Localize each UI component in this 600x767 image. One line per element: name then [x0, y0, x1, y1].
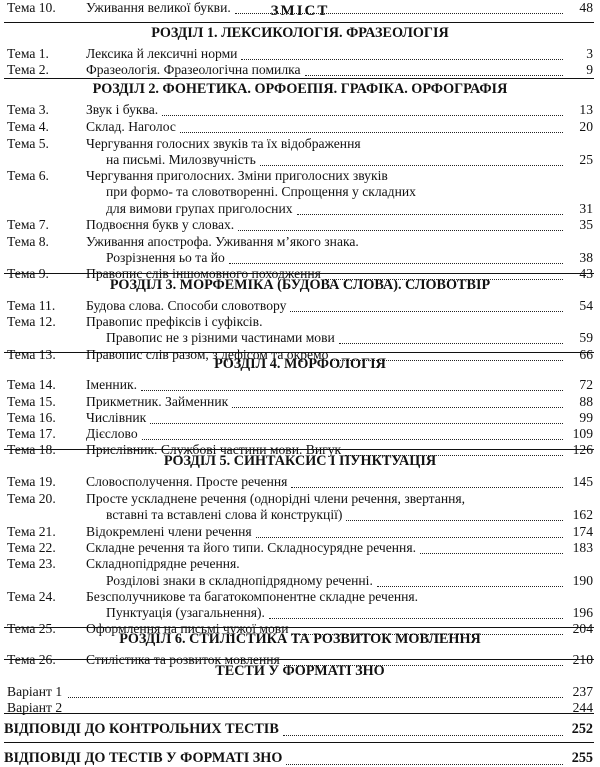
dot-leader — [238, 217, 563, 231]
topic-label: Тема 17. — [7, 426, 56, 441]
topic-title: Правопис не з різними частинами мови — [106, 330, 335, 345]
toc-entry — [7, 426, 593, 442]
topic-title: Чергування голосних звуків та їх відображення — [86, 136, 361, 151]
toc-entry-line — [7, 314, 593, 330]
topic-title: Оформлення на письмі чужої мови — [86, 621, 289, 636]
page-number: 20 — [576, 119, 593, 135]
page-number: 38 — [576, 250, 593, 266]
dot-leader — [180, 119, 563, 133]
topic-label: Тема 8. — [7, 234, 49, 249]
page-number: 183 — [570, 540, 593, 556]
page-number: 88 — [576, 394, 593, 410]
dot-leader — [305, 62, 563, 76]
dot-leader — [241, 46, 563, 60]
topic-title: Чергування приголосних. Зміни приголосних звуків — [86, 168, 388, 183]
topic-title: Пунктуація (узагальнення). — [106, 605, 265, 620]
toc-entry-line — [7, 136, 593, 152]
topic-title: Правопис слів разом, з дефісом та окремо — [86, 347, 329, 362]
dot-leader — [142, 426, 563, 440]
page-number: 72 — [576, 377, 593, 393]
dot-leader — [229, 250, 563, 264]
topic-label: Тема 6. — [7, 168, 49, 183]
page-number: 174 — [570, 524, 593, 540]
page-number: 9 — [583, 62, 593, 78]
toc-entry-line — [7, 234, 593, 250]
toc-entry — [7, 524, 593, 540]
topic-title: Склад. Наголос — [86, 119, 176, 134]
page-number: 54 — [576, 298, 593, 314]
toc-entry — [7, 605, 593, 621]
section-heading: РОЗДІЛ 3. МОРФЕМІКА (БУДОВА СЛОВА). СЛОВОТВІР — [109, 277, 491, 293]
section-heading: РОЗДІЛ 2. ФОНЕТИКА. ОРФОЕПІЯ. ГРАФІКА. ОРФОГРАФІЯ — [92, 81, 508, 97]
toc-entry — [7, 0, 593, 16]
dot-leader — [283, 720, 563, 736]
topic-label: Тема 14. — [7, 377, 56, 392]
toc-entry-line — [7, 168, 593, 184]
answers-entry — [4, 720, 593, 738]
section-rule — [4, 78, 594, 79]
dot-leader — [150, 410, 563, 424]
topic-title: Розділові знаки в складнопідрядному реченні. — [106, 573, 373, 588]
topic-title: Правопис префіксів і суфіксів. — [86, 314, 263, 329]
page-number: 109 — [570, 426, 593, 442]
section-heading: ТЕСТИ У ФОРМАТІ ЗНО — [215, 663, 385, 679]
topic-label: Тема 18. — [7, 442, 56, 457]
topic-label: Тема 26. — [7, 652, 56, 667]
toc-entry — [7, 474, 593, 490]
section-rule — [4, 742, 594, 743]
topic-label: Тема 4. — [7, 119, 49, 134]
topic-title: для вимови групах приголосних — [106, 201, 293, 216]
toc-entry-line — [7, 491, 593, 507]
section-heading: РОЗДІЛ 4. МОРФОЛОГІЯ — [214, 356, 386, 372]
section-heading: РОЗДІЛ 5. СИНТАКСИС І ПУНКТУАЦІЯ — [163, 453, 437, 469]
topic-label: Тема 16. — [7, 410, 56, 425]
toc-entry — [7, 250, 593, 266]
topic-title: Словосполучення. Просте речення — [86, 474, 288, 489]
topic-label: Тема 20. — [7, 491, 56, 506]
topic-title: Прикметник. Займенник — [86, 394, 229, 409]
topic-label: Тема 25. — [7, 621, 56, 636]
dot-leader — [339, 330, 563, 344]
topic-label: Тема 13. — [7, 347, 56, 362]
topic-title: Іменник. — [86, 377, 137, 392]
topic-title: Дієслово — [86, 426, 138, 441]
page-number: 99 — [576, 410, 593, 426]
toc-entry — [7, 684, 593, 700]
toc-entry — [7, 217, 593, 233]
section-rule — [4, 22, 594, 23]
page-number: 48 — [576, 0, 593, 16]
page-number: 59 — [576, 330, 593, 346]
topic-title: Складне речення та його типи. Складносурядне речення. — [86, 540, 416, 555]
dot-leader — [377, 573, 563, 587]
topic-label: Тема 1. — [7, 46, 49, 61]
dot-leader — [297, 201, 563, 215]
topic-label: Варіант 1 — [7, 684, 63, 699]
page-number: 126 — [570, 442, 593, 458]
topic-title: Відокремлені члени речення — [86, 524, 252, 539]
page-number: 25 — [576, 152, 593, 168]
dot-leader — [346, 507, 563, 521]
dot-leader — [235, 0, 563, 14]
toc-entry — [7, 394, 593, 410]
topic-label: Тема 12. — [7, 314, 56, 329]
topic-title: Правопис слів іншомовного походження — [86, 266, 321, 281]
toc-entry — [7, 201, 593, 217]
answers-entry — [4, 749, 593, 767]
page-number: 204 — [570, 621, 593, 637]
topic-label: Тема 9. — [7, 266, 49, 281]
topic-label: Тема 21. — [7, 524, 56, 539]
section-rule — [4, 273, 594, 274]
topic-title: при формо- та словотворенні. Спрощення у складних — [106, 184, 416, 199]
topic-title: Прислівник. Службові частини мови. Вигук — [86, 442, 342, 457]
toc-entry-line — [7, 556, 593, 572]
topic-label: Тема 15. — [7, 394, 56, 409]
section-heading: РОЗДІЛ 1. ЛЕКСИКОЛОГІЯ. ФРАЗЕОЛОГІЯ — [151, 25, 449, 41]
toc-entry — [7, 330, 593, 346]
topic-title: Безсполучникове та багатокомпонентне складне речення. — [86, 589, 419, 604]
section-rule — [4, 449, 594, 450]
answers-title: ВІДПОВІДІ ДО ТЕСТІВ У ФОРМАТІ ЗНО — [4, 750, 283, 766]
section-rule — [4, 659, 594, 660]
dot-leader — [232, 394, 563, 408]
page-number: 3 — [583, 46, 593, 62]
page-number: 43 — [576, 266, 593, 282]
dot-leader — [290, 298, 563, 312]
page-number: 244 — [570, 700, 593, 716]
topic-title: Подвоєння букв у словах. — [86, 217, 235, 232]
toc-entry-line — [7, 589, 593, 605]
dot-leader — [269, 605, 563, 619]
topic-label: Тема 23. — [7, 556, 56, 571]
dot-leader — [420, 540, 563, 554]
toc-entry — [7, 102, 593, 118]
page-number: 66 — [576, 347, 593, 363]
dot-leader — [68, 684, 563, 698]
topic-title: Лексика й лексичні норми — [86, 46, 238, 61]
page-title: ЗМІСТ — [270, 3, 330, 19]
section-heading: РОЗДІЛ 6. СТИЛІСТИКА ТА РОЗВИТОК МОВЛЕННЯ — [119, 631, 481, 647]
topic-title: на письмі. Милозвучність — [106, 152, 256, 167]
toc-entry — [7, 298, 593, 314]
topic-title: Уживання апострофа. Уживання м’якого знака. — [86, 234, 359, 249]
toc-entry — [7, 540, 593, 556]
topic-title: Розрізнення ьо та йо — [106, 250, 225, 265]
toc-entry — [7, 46, 593, 62]
page-number: 13 — [576, 102, 593, 118]
toc-entry — [7, 152, 593, 168]
section-rule — [4, 713, 594, 714]
topic-title: Стилістика та розвиток мовлення — [86, 652, 280, 667]
topic-label: Варіант 2 — [7, 700, 63, 715]
dot-leader — [256, 524, 563, 538]
page-number: 252 — [569, 720, 593, 738]
page-number: 145 — [570, 474, 593, 490]
topic-label: Тема 7. — [7, 217, 49, 232]
toc-entry-line — [7, 184, 593, 200]
dot-leader — [286, 749, 563, 765]
topic-label: Тема 19. — [7, 474, 56, 489]
topic-label: Тема 5. — [7, 136, 49, 151]
page-number: 31 — [576, 201, 593, 217]
topic-title: Уживання великої букви. — [86, 0, 231, 15]
dot-leader — [162, 102, 563, 116]
toc-entry — [7, 507, 593, 523]
topic-title: вставні та вставлені слова й конструкції) — [106, 507, 343, 522]
topic-label: Тема 11. — [7, 298, 56, 313]
topic-label: Тема 2. — [7, 62, 49, 77]
toc-entry — [7, 377, 593, 393]
topic-title: Звук і буква. — [86, 102, 159, 117]
page-number: 196 — [570, 605, 593, 621]
topic-title: Будова слова. Способи словотвору — [86, 298, 287, 313]
dot-leader — [141, 377, 563, 391]
toc-entry — [7, 119, 593, 135]
toc-entry — [7, 573, 593, 589]
page-number: 162 — [570, 507, 593, 523]
dot-leader — [291, 474, 563, 488]
toc-entry — [7, 62, 593, 78]
page-number: 35 — [576, 217, 593, 233]
topic-title: Числівник — [86, 410, 147, 425]
topic-label: Тема 3. — [7, 102, 49, 117]
page-number: 237 — [570, 684, 593, 700]
topic-label: Тема 24. — [7, 589, 56, 604]
section-rule — [4, 627, 594, 628]
dot-leader — [260, 152, 563, 166]
toc-entry — [7, 410, 593, 426]
page-number: 190 — [570, 573, 593, 589]
topic-title: Складнопідрядне речення. — [86, 556, 240, 571]
section-rule — [4, 352, 594, 353]
topic-label: Тема 10. — [7, 0, 56, 15]
page-number: 255 — [569, 749, 593, 767]
topic-title: Фразеологія. Фразеологічна помилка — [86, 62, 301, 77]
answers-title: ВІДПОВІДІ ДО КОНТРОЛЬНИХ ТЕСТІВ — [4, 721, 279, 737]
page-number: 210 — [570, 652, 593, 668]
topic-label: Тема 22. — [7, 540, 56, 555]
dot-leader — [68, 700, 563, 714]
topic-title: Просте ускладнене речення (однорідні члени речення, звертання, — [86, 491, 466, 506]
